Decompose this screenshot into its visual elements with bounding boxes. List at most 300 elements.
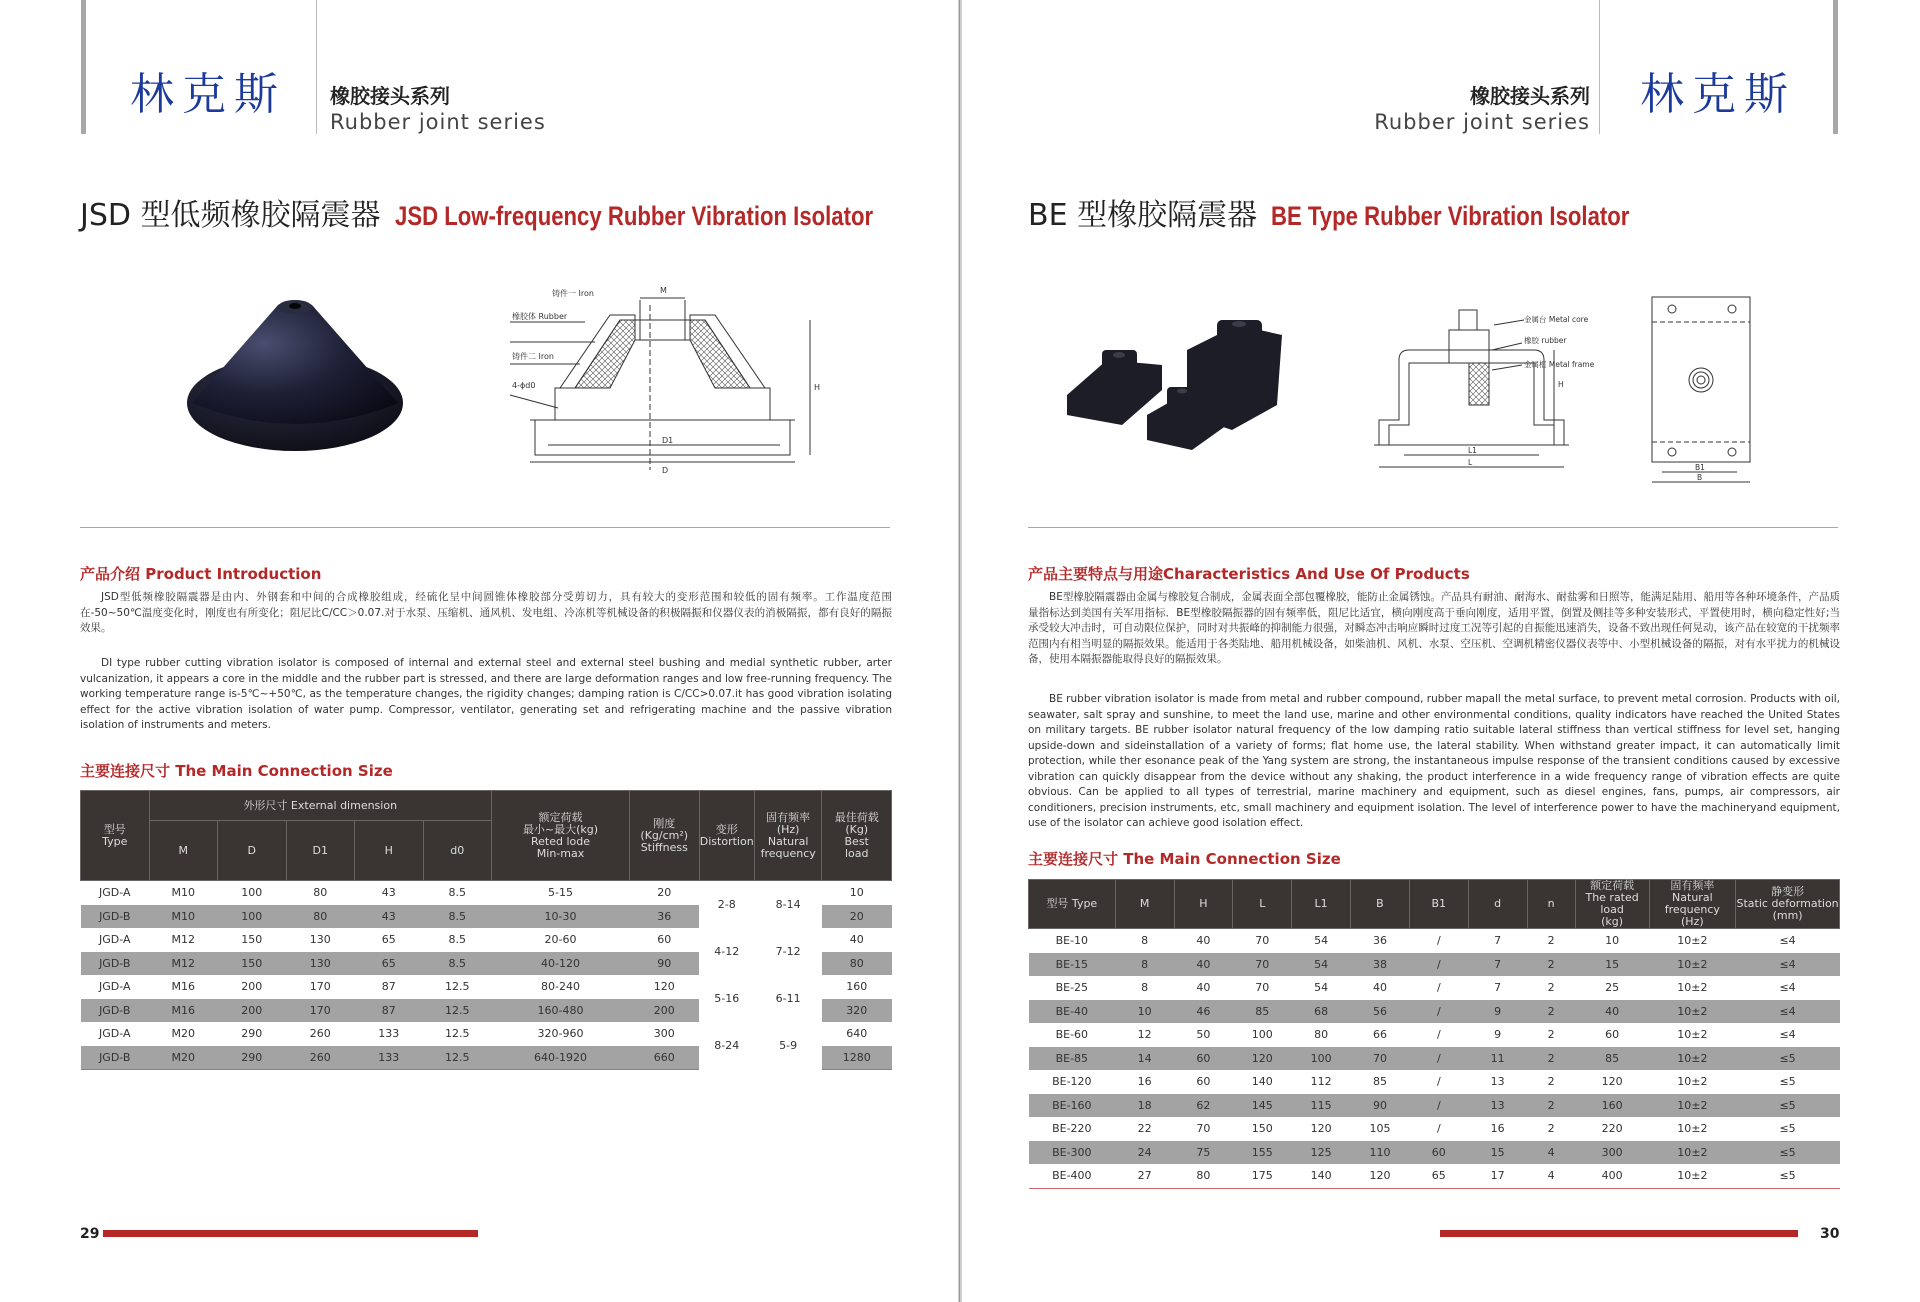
- table-cell: 50: [1196, 1028, 1211, 1042]
- size-heading-cn: 主要连接尺寸: [80, 762, 171, 780]
- table-cell: BE-60: [1055, 1028, 1089, 1042]
- table-row: [1029, 976, 1840, 1000]
- table-cell: 60: [657, 933, 672, 947]
- table-cell: 8: [1115, 953, 1174, 977]
- product-title: [80, 190, 978, 234]
- table-header-cell: M: [1115, 880, 1174, 929]
- table-cell: 200: [218, 999, 287, 1023]
- table-cell: 80-240: [541, 980, 580, 994]
- jsd-dimension-table: [80, 790, 892, 1070]
- table-header-cell: 额定荷载 The rated load (kg): [1575, 880, 1649, 929]
- table-cell: 130: [309, 933, 331, 947]
- table-cell: 22: [1137, 1122, 1152, 1136]
- th-stiffness: 刚度 (Kg/cm²) Stiffness: [630, 791, 700, 881]
- table-cell: 10-30: [492, 905, 630, 929]
- footer-bar-left: [103, 1230, 478, 1237]
- brand-logo: 林克斯: [130, 69, 286, 120]
- table-header-cell: L1: [1292, 880, 1351, 929]
- table-cell: 12: [1137, 1028, 1152, 1042]
- size-heading-right: [1028, 848, 1341, 869]
- table-row: [1029, 1023, 1840, 1047]
- table-cell: /: [1436, 1122, 1441, 1136]
- table-cell: BE-160: [1029, 1094, 1116, 1118]
- left-page: [0, 0, 958, 1302]
- be-side-drawing: [1374, 295, 1595, 475]
- table-cell: 115: [1292, 1094, 1351, 1118]
- table-cell: 2: [1547, 1122, 1555, 1136]
- table-group-cell: 6-11: [754, 975, 821, 1022]
- table-cell: 12.5: [445, 1027, 470, 1041]
- label-d1: D1: [662, 436, 674, 445]
- table-group-cell: 5-16: [699, 975, 754, 1022]
- table-group-cell: 4-12: [699, 928, 754, 975]
- feature-heading-en: Characteristics And Use Of Products: [1163, 565, 1470, 583]
- header-divider-right: [1599, 0, 1600, 134]
- table-cell: 17: [1468, 1164, 1527, 1188]
- th-distortion: 变形 Distortion: [699, 791, 754, 881]
- th-d: D: [218, 821, 287, 881]
- table-cell: 60: [1174, 1047, 1233, 1071]
- table-cell: 640-1920: [492, 1046, 630, 1070]
- label-d: D: [662, 466, 669, 475]
- table-cell: 56: [1351, 1000, 1410, 1024]
- table-cell: ≤4: [1779, 981, 1796, 995]
- table-cell: 36: [1372, 934, 1387, 948]
- table-cell: 4: [1527, 1164, 1575, 1188]
- table-cell: M10: [171, 886, 195, 900]
- table-cell: 27: [1115, 1164, 1174, 1188]
- brand-logo-right: 林克斯: [1640, 69, 1796, 120]
- table-cell: 12.5: [445, 980, 470, 994]
- table-cell: ≤4: [1779, 1028, 1796, 1042]
- table-header-cell: L: [1233, 880, 1292, 929]
- table-cell: 8: [1141, 981, 1149, 995]
- table-cell: ≤4: [1736, 1000, 1840, 1024]
- table-cell: 15: [1575, 953, 1649, 977]
- table-cell: 90: [1351, 1094, 1410, 1118]
- table-cell: 160: [1575, 1094, 1649, 1118]
- table-cell: 260: [286, 1046, 355, 1070]
- table-cell: ≤5: [1736, 1094, 1840, 1118]
- table-cell: 2: [1547, 1028, 1555, 1042]
- table-cell: 170: [286, 999, 355, 1023]
- table-cell: 300: [653, 1027, 675, 1041]
- label-frame: 金属框 Metal frame: [1524, 360, 1595, 369]
- table-cell: 2: [1527, 1047, 1575, 1071]
- table-cell: 65: [355, 952, 424, 976]
- table-cell: BE-300: [1029, 1141, 1116, 1165]
- table-cell: 7: [1494, 981, 1502, 995]
- table-cell: 10±2: [1649, 1141, 1736, 1165]
- th-load: 额定荷载 最小~最大(kg) Reted lode Min-max: [492, 791, 630, 881]
- table-cell: 2: [1547, 934, 1555, 948]
- size-heading: [80, 760, 393, 781]
- table-group-cell: 8-14: [754, 881, 821, 929]
- th-frequency: 固有频率 (Hz) Natural frequency: [754, 791, 821, 881]
- table-cell: 80: [1314, 1028, 1329, 1042]
- table-cell: 7: [1468, 953, 1527, 977]
- table-cell: 130: [286, 952, 355, 976]
- table-cell: 43: [355, 905, 424, 929]
- product-title-cn-right: BE 型橡胶隔震器: [1028, 198, 1258, 233]
- table-cell: 62: [1174, 1094, 1233, 1118]
- table-cell: 68: [1292, 1000, 1351, 1024]
- table-header-cell: 型号 Type: [1029, 880, 1116, 929]
- table-cell: 290: [241, 1027, 263, 1041]
- table-cell: 105: [1369, 1122, 1391, 1136]
- table-cell: 87: [355, 999, 424, 1023]
- label-l: L: [1468, 458, 1473, 467]
- table-cell: 10: [1115, 1000, 1174, 1024]
- table-group-cell: 8-24: [699, 1022, 754, 1070]
- table-cell: 7: [1494, 934, 1502, 948]
- table-cell: 8.5: [423, 952, 492, 976]
- series-title-en: Rubber joint series: [330, 110, 546, 134]
- th-d0: d0: [423, 821, 492, 881]
- label-m: M: [660, 286, 667, 295]
- table-row: [1029, 929, 1840, 953]
- table-cell: ≤4: [1779, 934, 1796, 948]
- header-bar: [81, 0, 86, 134]
- table-cell: M12: [149, 952, 218, 976]
- table-cell: ≤5: [1779, 1075, 1796, 1089]
- table-cell: BE-400: [1029, 1164, 1116, 1188]
- table-cell: 10±2: [1649, 1000, 1736, 1024]
- table-cell: ≤4: [1736, 953, 1840, 977]
- table-cell: 133: [355, 1046, 424, 1070]
- table-cell: M16: [149, 999, 218, 1023]
- table-cell: JGD-A: [99, 886, 131, 900]
- table-header-cell: 静变形 Static deformation (mm): [1736, 880, 1840, 929]
- table-cell: 10: [849, 886, 864, 900]
- label-l1: L1: [1468, 446, 1477, 455]
- table-cell: 160: [846, 980, 868, 994]
- table-cell: 100: [1251, 1028, 1273, 1042]
- table-cell: 300: [1575, 1141, 1649, 1165]
- table-row: [1029, 1070, 1840, 1094]
- table-cell: 9: [1468, 1000, 1527, 1024]
- table-cell: 20: [822, 905, 892, 929]
- table-cell: 20-60: [544, 933, 577, 947]
- table-cell: 200: [241, 980, 263, 994]
- table-cell: 43: [381, 886, 396, 900]
- table-cell: 2: [1547, 981, 1555, 995]
- label-holes: 4-ϕd0: [512, 381, 536, 390]
- table-cell: 320-960: [537, 1027, 584, 1041]
- th-d1: D1: [286, 821, 355, 881]
- table-row: [81, 881, 892, 905]
- header-bar-right: [1833, 0, 1838, 134]
- table-cell: 54: [1292, 953, 1351, 977]
- th-external: 外形尺寸 External dimension: [149, 791, 492, 821]
- section-rule-right: [1028, 527, 1838, 528]
- table-row: [1029, 1141, 1840, 1165]
- table-cell: /: [1436, 981, 1441, 995]
- table-cell: 80: [822, 952, 892, 976]
- size-heading-right-cn: 主要连接尺寸: [1028, 850, 1119, 868]
- series-title-cn: 橡胶接头系列: [330, 84, 450, 108]
- table-cell: ≤5: [1779, 1122, 1796, 1136]
- intro-heading-cn: 产品介绍: [80, 565, 141, 583]
- table-cell: JGD-B: [81, 905, 150, 929]
- table-cell: 150: [218, 952, 287, 976]
- table-cell: 10: [1605, 934, 1620, 948]
- table-cell: 25: [1605, 981, 1620, 995]
- table-cell: 80: [313, 886, 328, 900]
- table-cell: 125: [1292, 1141, 1351, 1165]
- table-cell: 160-480: [492, 999, 630, 1023]
- table-cell: 150: [241, 933, 263, 947]
- table-row: [81, 1022, 892, 1046]
- th-h: H: [355, 821, 424, 881]
- table-cell: JGD-A: [99, 980, 131, 994]
- product-title-en-right: BE Type Rubber Vibration Isolator: [1271, 201, 1630, 231]
- label-iron2: 铸件二 Iron: [512, 352, 554, 361]
- table-row: [81, 928, 892, 952]
- table-cell: 260: [309, 1027, 331, 1041]
- table-row: [1029, 1117, 1840, 1141]
- table-cell: JGD-B: [81, 999, 150, 1023]
- table-cell: 2: [1527, 1000, 1575, 1024]
- table-cell: 660: [630, 1046, 700, 1070]
- table-cell: 4: [1527, 1141, 1575, 1165]
- label-h: H: [814, 383, 821, 392]
- table-cell: 10±2: [1649, 1047, 1736, 1071]
- table-cell: 10±2: [1677, 934, 1708, 948]
- table-cell: 120: [653, 980, 675, 994]
- table-cell: JGD-A: [99, 933, 131, 947]
- table-cell: 65: [381, 933, 396, 947]
- table-cell: 60: [1409, 1141, 1468, 1165]
- table-cell: 8.5: [448, 886, 466, 900]
- series-title-cn-right: 橡胶接头系列: [1470, 84, 1590, 108]
- table-cell: /: [1436, 1075, 1441, 1089]
- page-number-left: 29: [80, 1226, 100, 1242]
- table-cell: 85: [1575, 1047, 1649, 1071]
- table-row: [1029, 1047, 1840, 1071]
- table-cell: 5-15: [548, 886, 573, 900]
- table-cell: ≤5: [1736, 1164, 1840, 1188]
- table-cell: 24: [1115, 1141, 1174, 1165]
- table-cell: 290: [218, 1046, 287, 1070]
- table-cell: 13: [1490, 1075, 1505, 1089]
- table-cell: BE-15: [1029, 953, 1116, 977]
- table-cell: 200: [630, 999, 700, 1023]
- table-cell: 75: [1174, 1141, 1233, 1165]
- table-cell: 16: [1137, 1075, 1152, 1089]
- intro-heading: [80, 563, 321, 584]
- table-cell: /: [1436, 1028, 1441, 1042]
- table-cell: BE-120: [1052, 1075, 1092, 1089]
- intro-heading-en: Product Introduction: [145, 565, 322, 583]
- table-cell: 40: [1372, 981, 1387, 995]
- table-header-cell: B: [1351, 880, 1410, 929]
- table-group-cell: 7-12: [754, 928, 821, 975]
- table-row: [1029, 1094, 1840, 1118]
- table-cell: ≤5: [1736, 1141, 1840, 1165]
- table-cell: 12.5: [423, 999, 492, 1023]
- table-cell: 640: [846, 1027, 868, 1041]
- table-cell: 140: [1292, 1164, 1351, 1188]
- table-cell: 46: [1174, 1000, 1233, 1024]
- table-cell: /: [1409, 1047, 1468, 1071]
- label-h-right: H: [1558, 380, 1564, 389]
- table-cell: 100: [218, 905, 287, 929]
- table-cell: JGD-A: [99, 1027, 131, 1041]
- intro-text-cn: JSD型低频橡胶隔震器是由内、外钢套和中间的合成橡胶组成，经硫化呈中间圆锥体橡胶部分受剪切力，具有较大的变形范围和较低的固有频率。工作温度范围在-50~50℃温度变化时，刚度也有所变化；阻尼比C/CC＞0.07.对于水泵、压缩机、通风机、发电组、冷冻机等机械设备的积极隔振和仪器仪表的消极隔振，都有良好的隔振效果。: [80, 591, 892, 634]
- table-cell: 10±2: [1649, 1164, 1736, 1188]
- table-cell: 70: [1233, 953, 1292, 977]
- table-cell: 12.5: [423, 1046, 492, 1070]
- table-cell: 18: [1115, 1094, 1174, 1118]
- table-cell: 8: [1141, 934, 1149, 948]
- table-cell: M10: [149, 905, 218, 929]
- header-divider: [316, 0, 317, 134]
- table-cell: 90: [630, 952, 700, 976]
- table-row: [1029, 1164, 1840, 1188]
- table-cell: 20: [657, 886, 672, 900]
- table-cell: 10±2: [1677, 1028, 1708, 1042]
- feature-text-cn: BE型橡胶隔震器由金属与橡胶复合制成，金属表面全部包覆橡胶，能防止金属锈蚀。产品具有耐油、耐海水、耐盐雾和日照等，能满足陆用、船用等各种环境条件，产品质量指标达到美国有关军用指标．BE型橡胶隔振器的固有频率低，阻尼比适宜，横向刚度高于垂向刚度，适用平置，倒置及侧挂等多种安装形式，平置使用时，横向稳定性好;当承受较大冲击时，可自动限位保护，同时对共振峰的抑制能力很强，对瞬态冲击响应瞬时过度工况等引起的自振能迅速消失，设备不致出现任何晃动，该产品在较宽的干扰频率范围内有相当明显的隔振效果。能适用于各类陆地、船用机械设备，如柴油机、风机、水泵、空压机、空调机精密仪器仪表等中、小型机械设备的隔振，对有水平扰力的机械设备，使用本隔振器能取得良好的隔振效果。: [1028, 591, 1840, 665]
- th-m: M: [149, 821, 218, 881]
- table-cell: 120: [1233, 1047, 1292, 1071]
- table-cell: 80: [286, 905, 355, 929]
- table-cell: 9: [1494, 1028, 1502, 1042]
- table-header-cell: B1: [1409, 880, 1468, 929]
- label-b1: B1: [1695, 463, 1705, 472]
- page-number-right: 30: [1820, 1226, 1840, 1242]
- table-cell: 40-120: [492, 952, 630, 976]
- table-cell: 140: [1251, 1075, 1273, 1089]
- table-row: [81, 975, 892, 999]
- table-cell: 2: [1527, 953, 1575, 977]
- table-cell: 66: [1372, 1028, 1387, 1042]
- product-title-en: JSD Low-frequency Rubber Vibration Isolator: [394, 201, 873, 231]
- feature-text-en: BE rubber vibration isolator is made from metal and rubber compound, rubber mapall the metal surface, to prevent metal corrosion. Products with oil, seawater, salt spray and sunshine, to meet the land use, marine and other environmental conditions, quality indicators have reached the United States on military targets. BE rubber isolator natural frequency of the low damping ratio suitable lateral stiffness than vertical stiffness for level set, hanging upside-down and sideinstallation of a variety of forms; flat home use, the lateral stability. When withstand greater impact, it can automatically limit protection, while ther esonance peak of the Yang system are strong, the instantaneous impulse response of the transient conditions caused by excessive vibration can quickly disappear from the device without any shaking, the product interference in a wide frequency range of vibration effects are quite obvious. Can be applied to all types of terrestrial, marine machinery and equipment, such as diesel engines, fans, pumps, air compressors, air conditioners, precision instruments, etc, small machinery and equipment isolation. The level of interference power to have the machineryand equipment, use of the isolator can achieve good isolation effect.: [1028, 693, 1840, 829]
- table-cell: JGD-B: [81, 952, 150, 976]
- table-cell: 11: [1468, 1047, 1527, 1071]
- table-row: [1029, 953, 1840, 977]
- table-cell: 70: [1255, 981, 1270, 995]
- table-cell: 112: [1310, 1075, 1332, 1089]
- series-title-en-right: Rubber joint series: [1374, 110, 1590, 134]
- table-cell: BE-25: [1055, 981, 1089, 995]
- table-cell: 40: [1174, 953, 1233, 977]
- table-header-cell: n: [1527, 880, 1575, 929]
- table-cell: 80: [1174, 1164, 1233, 1188]
- table-cell: 145: [1233, 1094, 1292, 1118]
- table-cell: 100: [1292, 1047, 1351, 1071]
- table-cell: 40: [1575, 1000, 1649, 1024]
- th-type: 型号 Type: [81, 791, 150, 881]
- table-cell: 175: [1233, 1164, 1292, 1188]
- table-cell: BE-220: [1052, 1122, 1092, 1136]
- table-cell: M20: [149, 1046, 218, 1070]
- table-cell: 65: [1409, 1164, 1468, 1188]
- table-cell: 170: [309, 980, 331, 994]
- table-cell: 70: [1351, 1047, 1410, 1071]
- table-cell: 320: [822, 999, 892, 1023]
- table-cell: /: [1409, 1000, 1468, 1024]
- table-cell: M16: [171, 980, 195, 994]
- table-cell: 54: [1314, 934, 1329, 948]
- size-heading-right-en: The Main Connection Size: [1123, 850, 1341, 868]
- intro-text-en: DI type rubber cutting vibration isolator is composed of internal and external steel and external steel bushing and medial synthetic rubber, arter vulcanization, it appears a core in the middle and the rubber part is stressed, and there are large deformation ranges and low free-running frequency. The working temperature range is-5℃~+50℃, as the temperature changes, the rigidity changes; damping ration is C/CC>0.07.it has good vibration isolating effect for the active vibration isolation of water pump. Compressor, ventilator, generating set and refrigerating machine and the passive vibration isolation of instruments and meters.: [80, 657, 892, 731]
- table-row: [1029, 1000, 1840, 1024]
- table-cell: M20: [171, 1027, 195, 1041]
- table-cell: BE-40: [1029, 1000, 1116, 1024]
- table-cell: 14: [1115, 1047, 1174, 1071]
- th-best-load: 最佳荷载 (Kg) Best load: [822, 791, 892, 881]
- table-header-cell: H: [1174, 880, 1233, 929]
- product-title-right: [1028, 190, 1708, 234]
- table-cell: 40: [849, 933, 864, 947]
- table-cell: 1280: [822, 1046, 892, 1070]
- table-cell: 60: [1196, 1075, 1211, 1089]
- table-cell: ≤5: [1736, 1047, 1840, 1071]
- label-rubber-right: 橡胶 rubber: [1524, 336, 1567, 345]
- footer-bar-right: [1440, 1230, 1798, 1237]
- table-cell: 2: [1547, 1075, 1555, 1089]
- table-cell: 40: [1196, 981, 1211, 995]
- product-title-cn: JSD 型低频橡胶隔震器: [80, 198, 381, 233]
- table-cell: 13: [1468, 1094, 1527, 1118]
- table-cell: 54: [1314, 981, 1329, 995]
- table-cell: 110: [1351, 1141, 1410, 1165]
- table-header-cell: 固有频率 Natural frequency (Hz): [1649, 880, 1736, 929]
- table-cell: 85: [1372, 1075, 1387, 1089]
- table-header-cell: d: [1468, 880, 1527, 929]
- table-cell: 38: [1351, 953, 1410, 977]
- table-cell: 155: [1233, 1141, 1292, 1165]
- table-cell: 87: [381, 980, 396, 994]
- table-cell: 70: [1196, 1122, 1211, 1136]
- label-rubber: 橡胶体 Rubber: [512, 312, 568, 321]
- label-iron1: 铸件一 Iron: [552, 289, 594, 298]
- table-cell: BE-85: [1029, 1047, 1116, 1071]
- table-cell: 120: [1601, 1075, 1623, 1089]
- table-group-cell: 5-9: [754, 1022, 821, 1070]
- table-cell: 8.5: [423, 905, 492, 929]
- size-heading-en: The Main Connection Size: [175, 762, 393, 780]
- table-cell: 10±2: [1677, 1075, 1708, 1089]
- feature-heading: [1028, 563, 1470, 584]
- table-cell: 10±2: [1677, 981, 1708, 995]
- table-cell: /: [1436, 934, 1441, 948]
- table-cell: 150: [1251, 1122, 1273, 1136]
- table-cell: 10±2: [1649, 1094, 1736, 1118]
- feature-heading-cn: 产品主要特点与用途: [1028, 565, 1164, 583]
- table-cell: 133: [378, 1027, 400, 1041]
- section-rule: [80, 527, 890, 528]
- table-cell: BE-10: [1055, 934, 1089, 948]
- table-cell: 36: [630, 905, 700, 929]
- table-cell: JGD-B: [81, 1046, 150, 1070]
- jsd-technical-drawing: [500, 280, 830, 475]
- table-cell: 16: [1490, 1122, 1505, 1136]
- label-metal-core: 金属台 Metal core: [1524, 315, 1589, 324]
- table-cell: 120: [1351, 1164, 1410, 1188]
- table-cell: 120: [1310, 1122, 1332, 1136]
- table-cell: /: [1409, 953, 1468, 977]
- be-product-photo: [1067, 315, 1317, 455]
- table-group-cell: 2-8: [699, 881, 754, 929]
- table-cell: 70: [1255, 934, 1270, 948]
- table-cell: 10±2: [1677, 1122, 1708, 1136]
- table-cell: 15: [1468, 1141, 1527, 1165]
- table-cell: 10±2: [1649, 953, 1736, 977]
- jsd-product-photo: [180, 285, 410, 460]
